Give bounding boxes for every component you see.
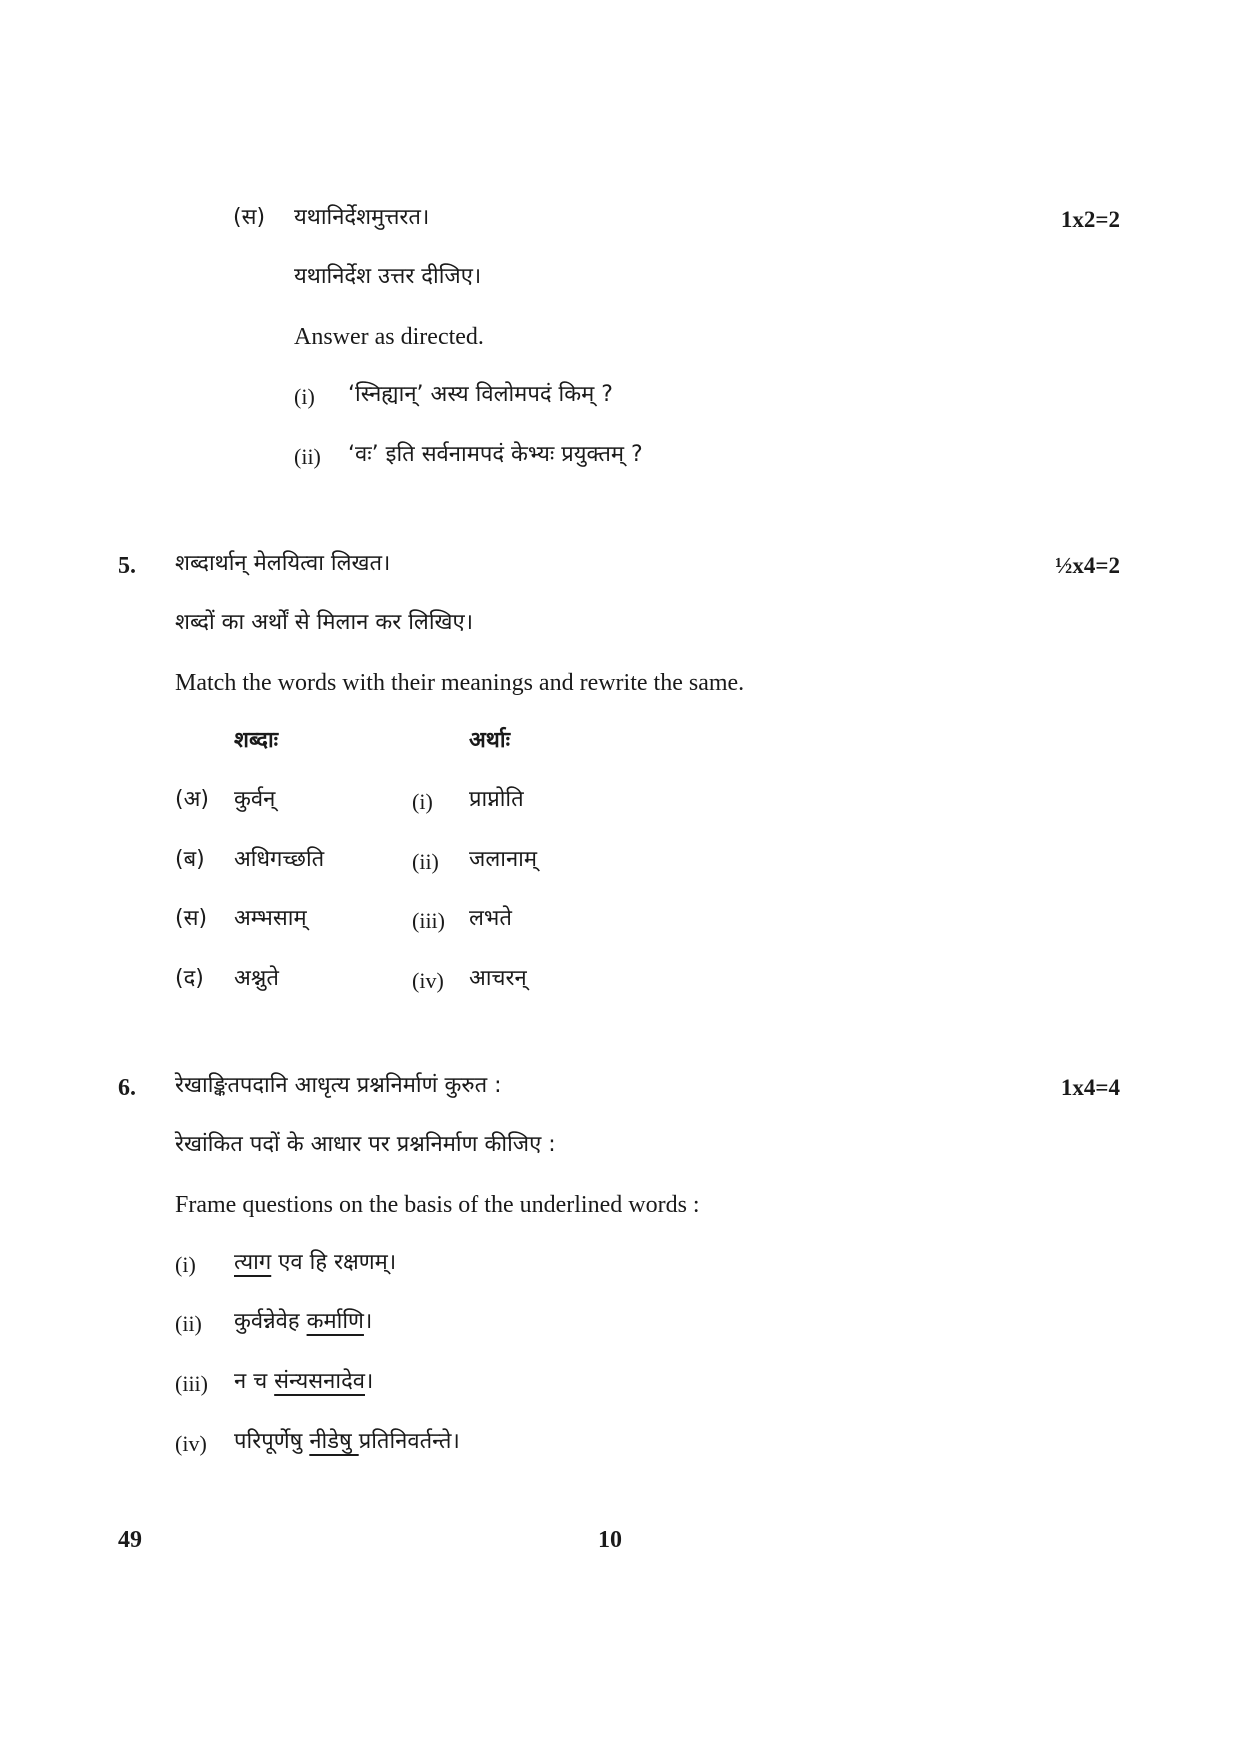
- q6-item-num: (ii): [175, 1311, 202, 1336]
- match-row-num: (ii): [412, 849, 439, 874]
- q6-instruction-sanskrit: रेखाङ्कितपदानि आधृत्य प्रश्ननिर्माणं कुरुत :: [175, 1073, 502, 1098]
- q6-item-num: (iv): [175, 1431, 207, 1456]
- part-c-instruction-hindi: यथानिर्देश उत्तर दीजिए।: [294, 264, 482, 289]
- page-number: 10: [598, 1527, 622, 1553]
- part-c-label: (स): [233, 205, 266, 230]
- q5-instruction-hindi: शब्दों का अर्थों से मिलान कर लिखिए।: [175, 610, 474, 635]
- underlined-word: कर्माणि: [306, 1309, 364, 1334]
- sentence-suffix: एव हि रक्षणम्।: [271, 1250, 397, 1275]
- q5-instruction-english: Match the words with their meanings and rewrite the same.: [175, 670, 745, 696]
- match-row-meaning: आचरन्: [469, 966, 527, 991]
- match-row-meaning: प्राप्नोति: [469, 787, 524, 812]
- q6-marks: 1x4=4: [1060, 1075, 1120, 1100]
- part-c-item-text: ‘वः’ इति सर्वनामपदं केभ्यः प्रयुक्तम् ?: [348, 442, 643, 467]
- match-row-label: (अ): [175, 787, 209, 812]
- match-row-label: (द): [175, 966, 204, 991]
- question-number: 5.: [118, 553, 136, 579]
- q5-marks: ½x4=2: [1055, 553, 1120, 578]
- match-row-meaning: जलानाम्: [469, 847, 538, 872]
- underlined-word: त्याग: [234, 1250, 272, 1275]
- sentence-prefix: न च: [234, 1369, 275, 1394]
- q6-item-sentence: [234, 1427, 460, 1457]
- sentence-suffix: प्रतिनिवर्तन्ते।: [358, 1429, 460, 1454]
- q6-item-num: (i): [175, 1252, 196, 1277]
- sentence-suffix: ।: [363, 1309, 373, 1334]
- q6-item-sentence: [234, 1367, 373, 1397]
- part-c-instruction-sanskrit: यथानिर्देशमुत्तरत।: [294, 205, 430, 230]
- column-header-words: शब्दाः: [234, 728, 279, 753]
- q6-instruction-hindi: रेखांकित पदों के आधार पर प्रश्ननिर्माण कीजिए :: [175, 1132, 556, 1157]
- question-number: 6.: [118, 1075, 136, 1101]
- match-row-label: (ब): [175, 847, 205, 872]
- part-c-item-text: ‘स्निह्यान्’ अस्य विलोमपदं किम् ?: [348, 382, 613, 407]
- part-c-item-num: (ii): [294, 444, 321, 469]
- sentence-prefix: कुर्वन्नेवेह: [234, 1309, 307, 1334]
- match-row-num: (iv): [412, 968, 444, 993]
- sentence-prefix: परिपूर्णेषु: [234, 1429, 310, 1454]
- match-row-num: (i): [412, 789, 433, 814]
- q5-instruction-sanskrit: शब्दार्थान् मेलयित्वा लिखत।: [175, 551, 391, 576]
- q6-item-sentence: [234, 1307, 372, 1337]
- q6-item-sentence: [234, 1248, 396, 1278]
- underlined-word: नीडेषु: [309, 1429, 359, 1454]
- column-header-meanings: अर्थाः: [469, 728, 511, 753]
- sentence-suffix: ।: [365, 1369, 374, 1394]
- part-c-instruction-english: Answer as directed.: [294, 324, 484, 350]
- match-row-meaning: लभते: [469, 906, 512, 931]
- match-row-word: अम्भसाम्: [234, 906, 307, 931]
- part-c-item-num: (i): [294, 384, 315, 409]
- match-row-label: (स): [175, 906, 208, 931]
- q6-item-num: (iii): [175, 1371, 208, 1396]
- part-c-marks: 1x2=2: [1060, 207, 1120, 232]
- match-row-word: कुर्वन्: [234, 787, 276, 812]
- match-row-word: अश्नुते: [234, 966, 279, 991]
- match-row-num: (iii): [412, 908, 445, 933]
- paper-code: 49: [118, 1527, 142, 1553]
- underlined-word: संन्यसनादेव: [274, 1369, 365, 1394]
- q6-instruction-english: Frame questions on the basis of the underlined words :: [175, 1192, 700, 1218]
- match-row-word: अधिगच्छति: [234, 847, 325, 872]
